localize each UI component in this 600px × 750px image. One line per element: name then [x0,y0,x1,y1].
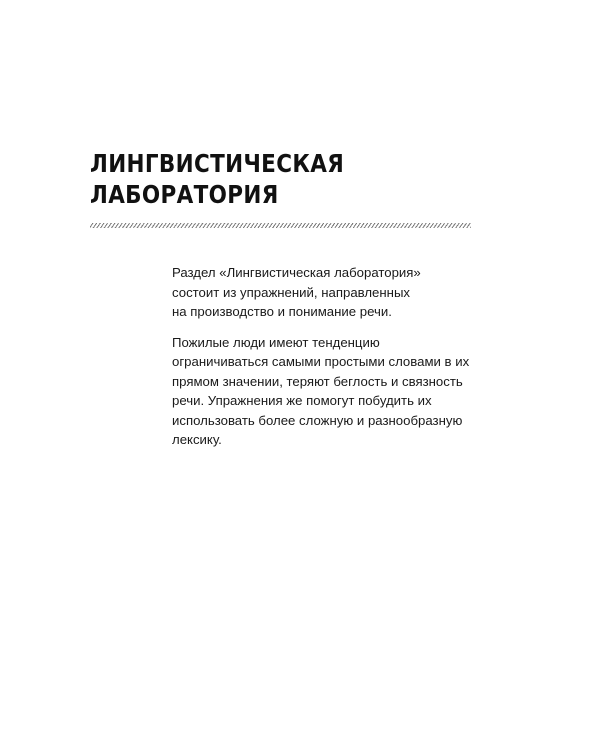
explanation-line-5: использовать более сложную и разнообразную [172,412,463,428]
chapter-title [90,148,451,210]
explanation-line-4: речи. Упражнения же помогут побудить их [172,393,432,408]
explanation-line-3: прямом значении, теряют беглость и связность [172,373,463,389]
explanation-line-2: ограничиваться самыми простыми словами в их [172,354,470,369]
explanation-line-6: лексику. [172,432,222,447]
intro-line-1: Раздел «Лингвистическая лаборатория» [172,265,421,280]
body-text [172,263,502,450]
explanation-paragraph [172,333,502,450]
hatched-divider [90,223,471,228]
explanation-line-1: Пожилые люди имеют тенденцию [172,334,380,350]
intro-line-2: состоит из упражнений, направленных [172,284,411,300]
chapter-title-line-2: ЛАБОРАТОРИЯ [90,180,279,209]
chapter-title-line-1: ЛИНГВИСТИЧЕСКАЯ [90,149,345,178]
intro-paragraph [172,263,502,322]
intro-line-3: на производство и понимание речи. [172,304,392,319]
